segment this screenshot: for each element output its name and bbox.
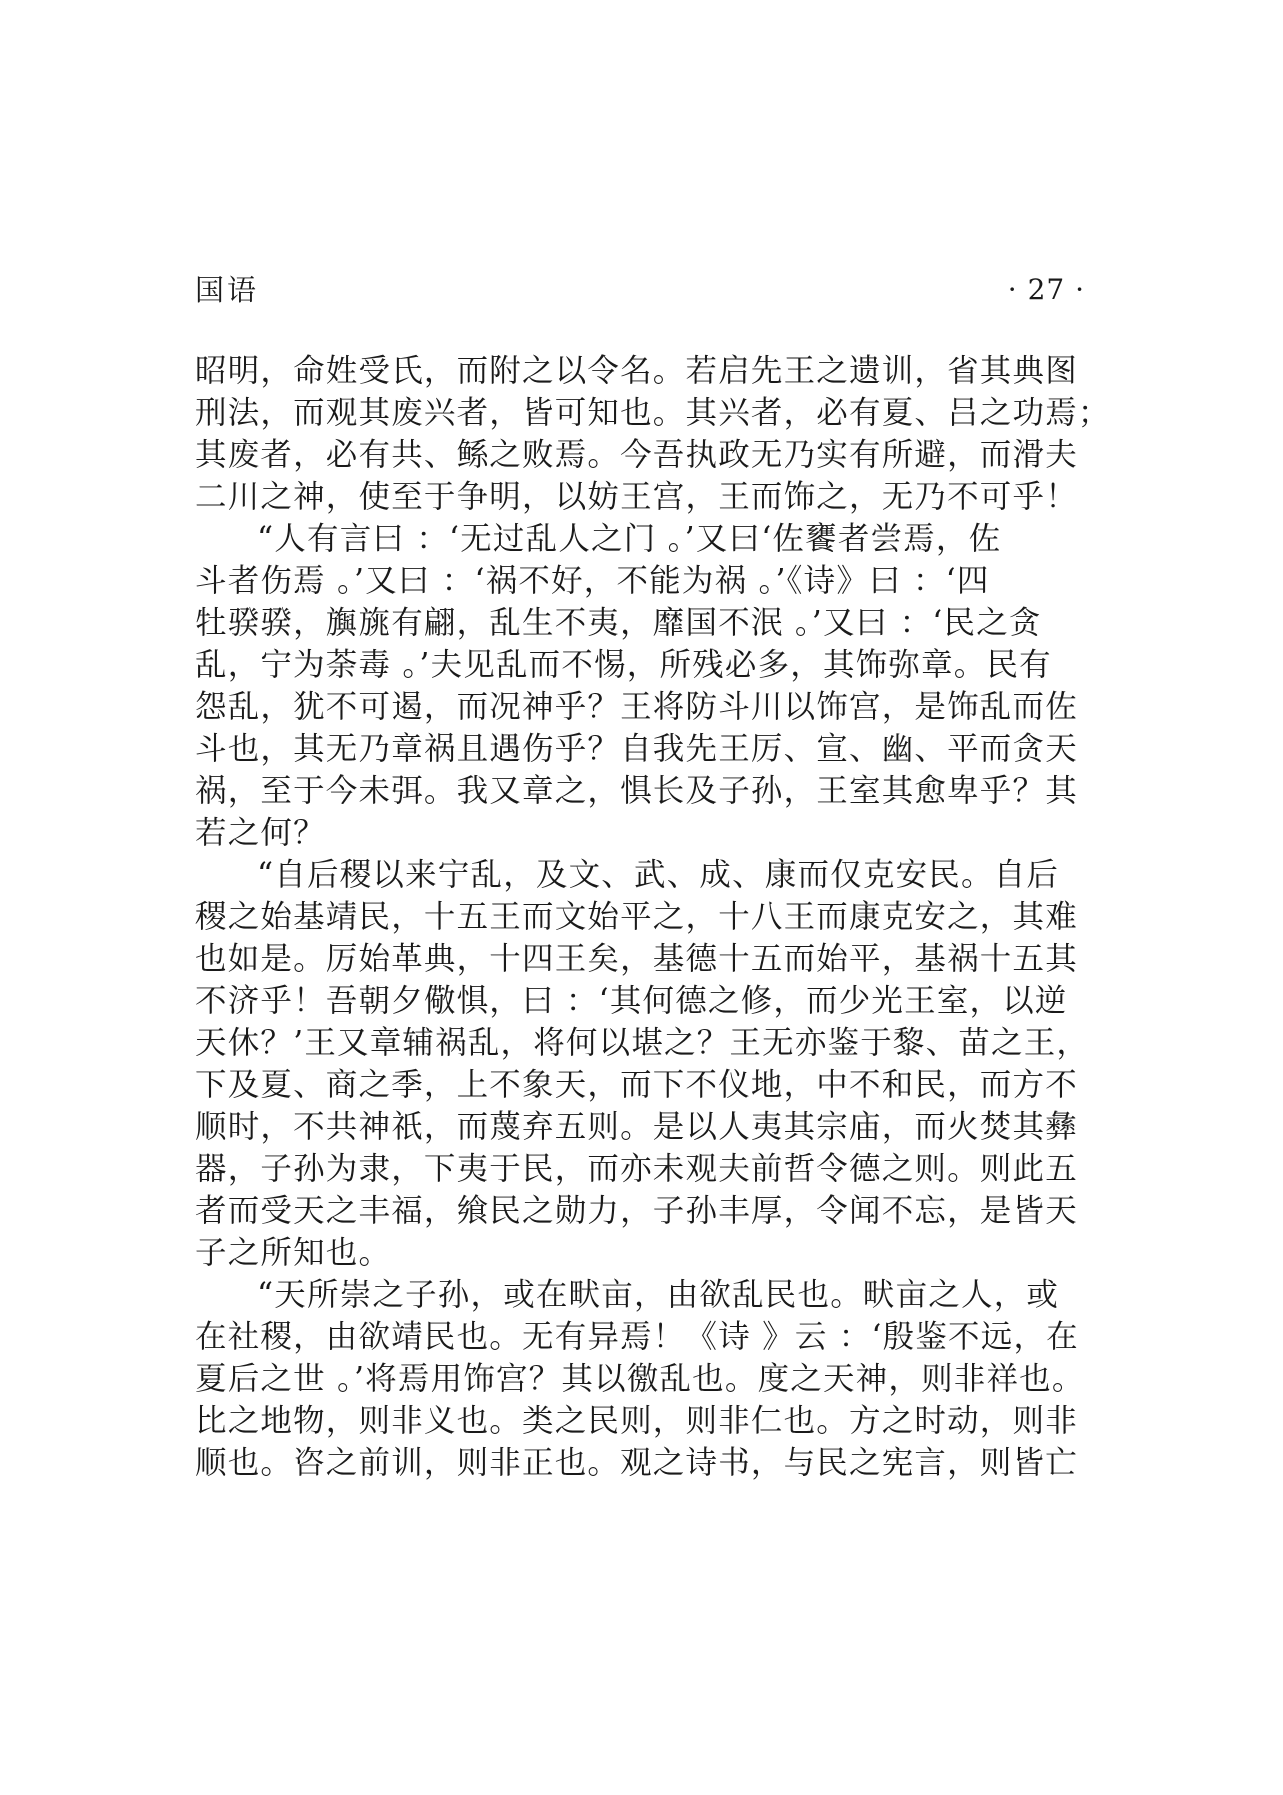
text-line: “天所崇之子孙，或在畎亩，由欲乱民也。畎亩之人，或 xyxy=(257,1277,1060,1313)
text-line: 若之何？ xyxy=(195,815,326,851)
text-line: 下及夏、商之季，上不象天，而下不仪地，中不和民，而方不 xyxy=(195,1067,1078,1103)
text-line: 斗者伤焉 。’又曰 ：‘祸不好，不能为祸 。’《诗》曰 ：‘四 xyxy=(195,563,990,599)
text-line: 比之地物，则非义也。类之民则，则非仁也。方之时动，则非 xyxy=(195,1403,1078,1439)
text-line: 顺时，不共神祇，而蔑弃五则。是以人夷其宗庙，而火焚其彝 xyxy=(195,1109,1078,1145)
text-line: 在社稷，由欲靖民也。无有异焉！《诗 》云 ：‘殷鉴不远，在 xyxy=(195,1319,1079,1355)
text-line: 怨乱，犹不可遏，而况神乎？王将防斗川以饰宫，是饰乱而佐 xyxy=(195,689,1078,725)
text-line: 刑法，而观其废兴者，皆可知也。其兴者，必有夏、吕之功焉； xyxy=(195,395,1111,431)
text-line: 牡骙骙，旟旐有翩，乱生不夷，靡国不泯 。’又曰 ：‘民之贪 xyxy=(195,605,1042,641)
text-line: 夏后之世 。’将焉用饰宫？其以徼乱也。度之天神，则非祥也。 xyxy=(195,1361,1085,1397)
text-line: 器，子孙为隶，下夷于民，而亦未观夫前哲令德之则。则此五 xyxy=(195,1151,1078,1187)
text-line: 其废者，必有共、鲧之败焉。今吾执政无乃实有所避，而滑夫 xyxy=(195,437,1078,473)
running-head xyxy=(195,270,1085,310)
text-line: 祸，至于今未弭。我又章之，惧长及子孙，王室其愈卑乎？其 xyxy=(195,773,1078,809)
text-line: 天休？’王又章辅祸乱，将何以堪之？王无亦鉴于黎、苗之王， xyxy=(195,1025,1090,1061)
text-line: 者而受天之丰福，飨民之勋力，子孙丰厚，令闻不忘，是皆天 xyxy=(195,1193,1078,1229)
text-line: 不济乎！吾朝夕儆惧，曰 ：‘其何德之修，而少光王室，以逆 xyxy=(195,983,1068,1019)
text-line: 子之所知也。 xyxy=(195,1235,392,1271)
text-line: “自后稷以来宁乱，及文、武、成、康而仅克安民。自后 xyxy=(257,857,1060,893)
text-line: 昭明，命姓受氏，而附之以令名。若启先王之遗训，省其典图 xyxy=(195,353,1078,389)
text-line: 二川之神，使至于争明，以妨王宫，王而饰之，无乃不可乎！ xyxy=(195,479,1078,515)
text-line: 也如是。厉始革典，十四王矣，基德十五而始平，基祸十五其 xyxy=(195,941,1078,977)
page-number: · 27 · xyxy=(1007,273,1085,306)
text-line: 稷之始基靖民，十五王而文始平之，十八王而康克安之，其难 xyxy=(195,899,1078,935)
text-line: “人有言曰 ：‘无过乱人之门 。’又曰‘佐饔者尝焉，佐 xyxy=(257,521,1002,557)
text-line: 顺也。咨之前训，则非正也。观之诗书，与民之宪言，则皆亡 xyxy=(195,1445,1078,1481)
book-title: 国语 xyxy=(195,273,260,307)
text-line: 斗也，其无乃章祸且遇伤乎？自我先王厉、宣、幽、平而贪天 xyxy=(195,731,1078,767)
body-text xyxy=(195,350,1115,1484)
text-line: 乱，宁为荼毒 。’夫见乱而不惕，所残必多，其饰弥章。民有 xyxy=(195,647,1052,683)
